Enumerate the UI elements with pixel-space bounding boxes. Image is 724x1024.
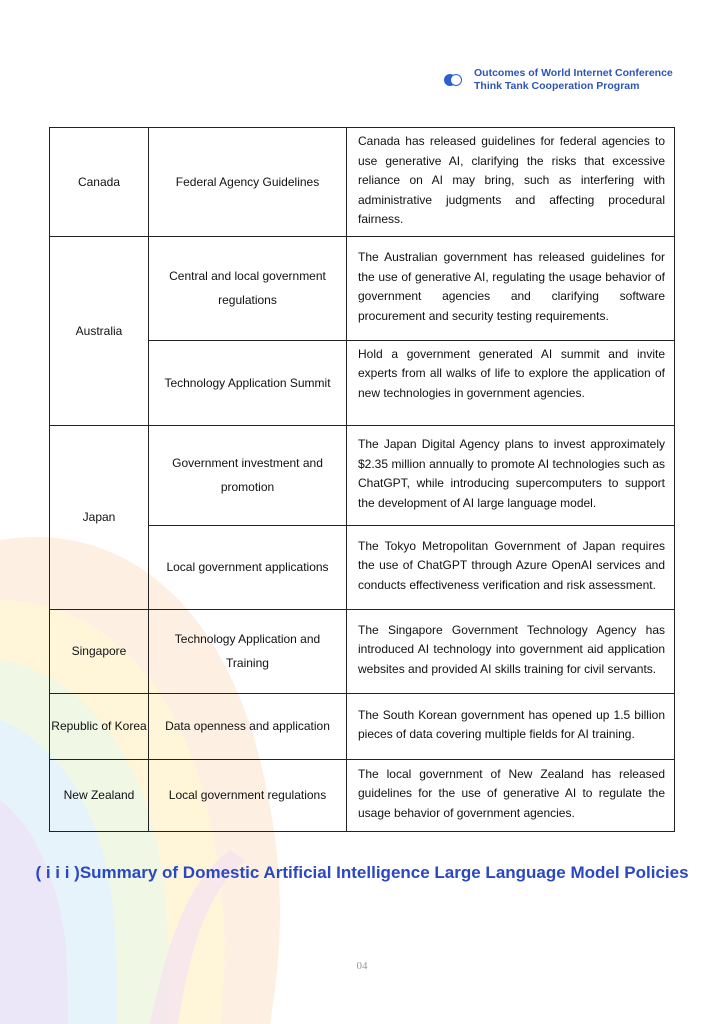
detail-cell: The local government of New Zealand has released guidelines for the use of generative AI to regulate the usage behavior of government agencies.: [347, 759, 675, 831]
section-title: ( i i i )Summary of Domestic Artificial Intelligence Large Language Model Policies: [35, 863, 689, 882]
table-row: [50, 425, 675, 525]
table-row: [50, 128, 675, 237]
country-cell: Republic of Korea: [50, 693, 149, 759]
measure-cell: Local government regulations: [149, 759, 347, 831]
detail-cell: The Singapore Government Technology Agency has introduced AI technology into government aid application websites and provided AI skills training for civil servants.: [347, 609, 675, 693]
page-number: 04: [356, 960, 368, 972]
header-line-1: Outcomes of World Internet Conference: [474, 67, 673, 79]
country-cell: Singapore: [50, 609, 149, 693]
country-cell: Japan: [50, 425, 149, 609]
table-row: [50, 759, 675, 831]
policy-table: [49, 127, 675, 832]
measure-cell: Local government applications: [149, 525, 347, 609]
table-row: [50, 236, 675, 340]
measure-cell: Technology Application and Training: [149, 609, 347, 693]
table-row: [50, 609, 675, 693]
measure-cell: Central and local government regulations: [149, 236, 347, 340]
header-line-2: Think Tank Cooperation Program: [474, 80, 640, 92]
detail-cell: Canada has released guidelines for federal agencies to use generative AI, clarifying the risks that excessive reliance on AI may bring, such as interfering with administrative judgments and affecting procedural fairness.: [347, 128, 675, 237]
measure-cell: Data openness and application: [149, 693, 347, 759]
page-header: [444, 67, 673, 93]
table-row: [50, 693, 675, 759]
detail-cell: The South Korean government has opened up 1.5 billion pieces of data covering multiple fields for AI training.: [347, 693, 675, 759]
country-cell: Australia: [50, 236, 149, 425]
detail-cell: The Australian government has released guidelines for the use of generative AI, regulating the usage behavior of government agencies and clarifying software procurement and security testing requirements.: [347, 236, 675, 340]
wic-logo-icon: [444, 73, 464, 87]
detail-cell: The Japan Digital Agency plans to invest approximately $2.35 million annually to promote AI technologies such as ChatGPT, while introducing supercomputers to support the development of AI large language model.: [347, 425, 675, 525]
header-title: [474, 67, 673, 93]
measure-cell: Government investment and promotion: [149, 425, 347, 525]
detail-cell: The Tokyo Metropolitan Government of Japan requires the use of ChatGPT through Azure OpenAI services and conducts effectiveness verification and risk assessment.: [347, 525, 675, 609]
measure-cell: Technology Application Summit: [149, 340, 347, 425]
measure-cell: Federal Agency Guidelines: [149, 128, 347, 237]
country-cell: Canada: [50, 128, 149, 237]
country-cell: New Zealand: [50, 759, 149, 831]
detail-cell: Hold a government generated AI summit and invite experts from all walks of life to explore the application of new technologies in government agencies.: [347, 340, 675, 425]
